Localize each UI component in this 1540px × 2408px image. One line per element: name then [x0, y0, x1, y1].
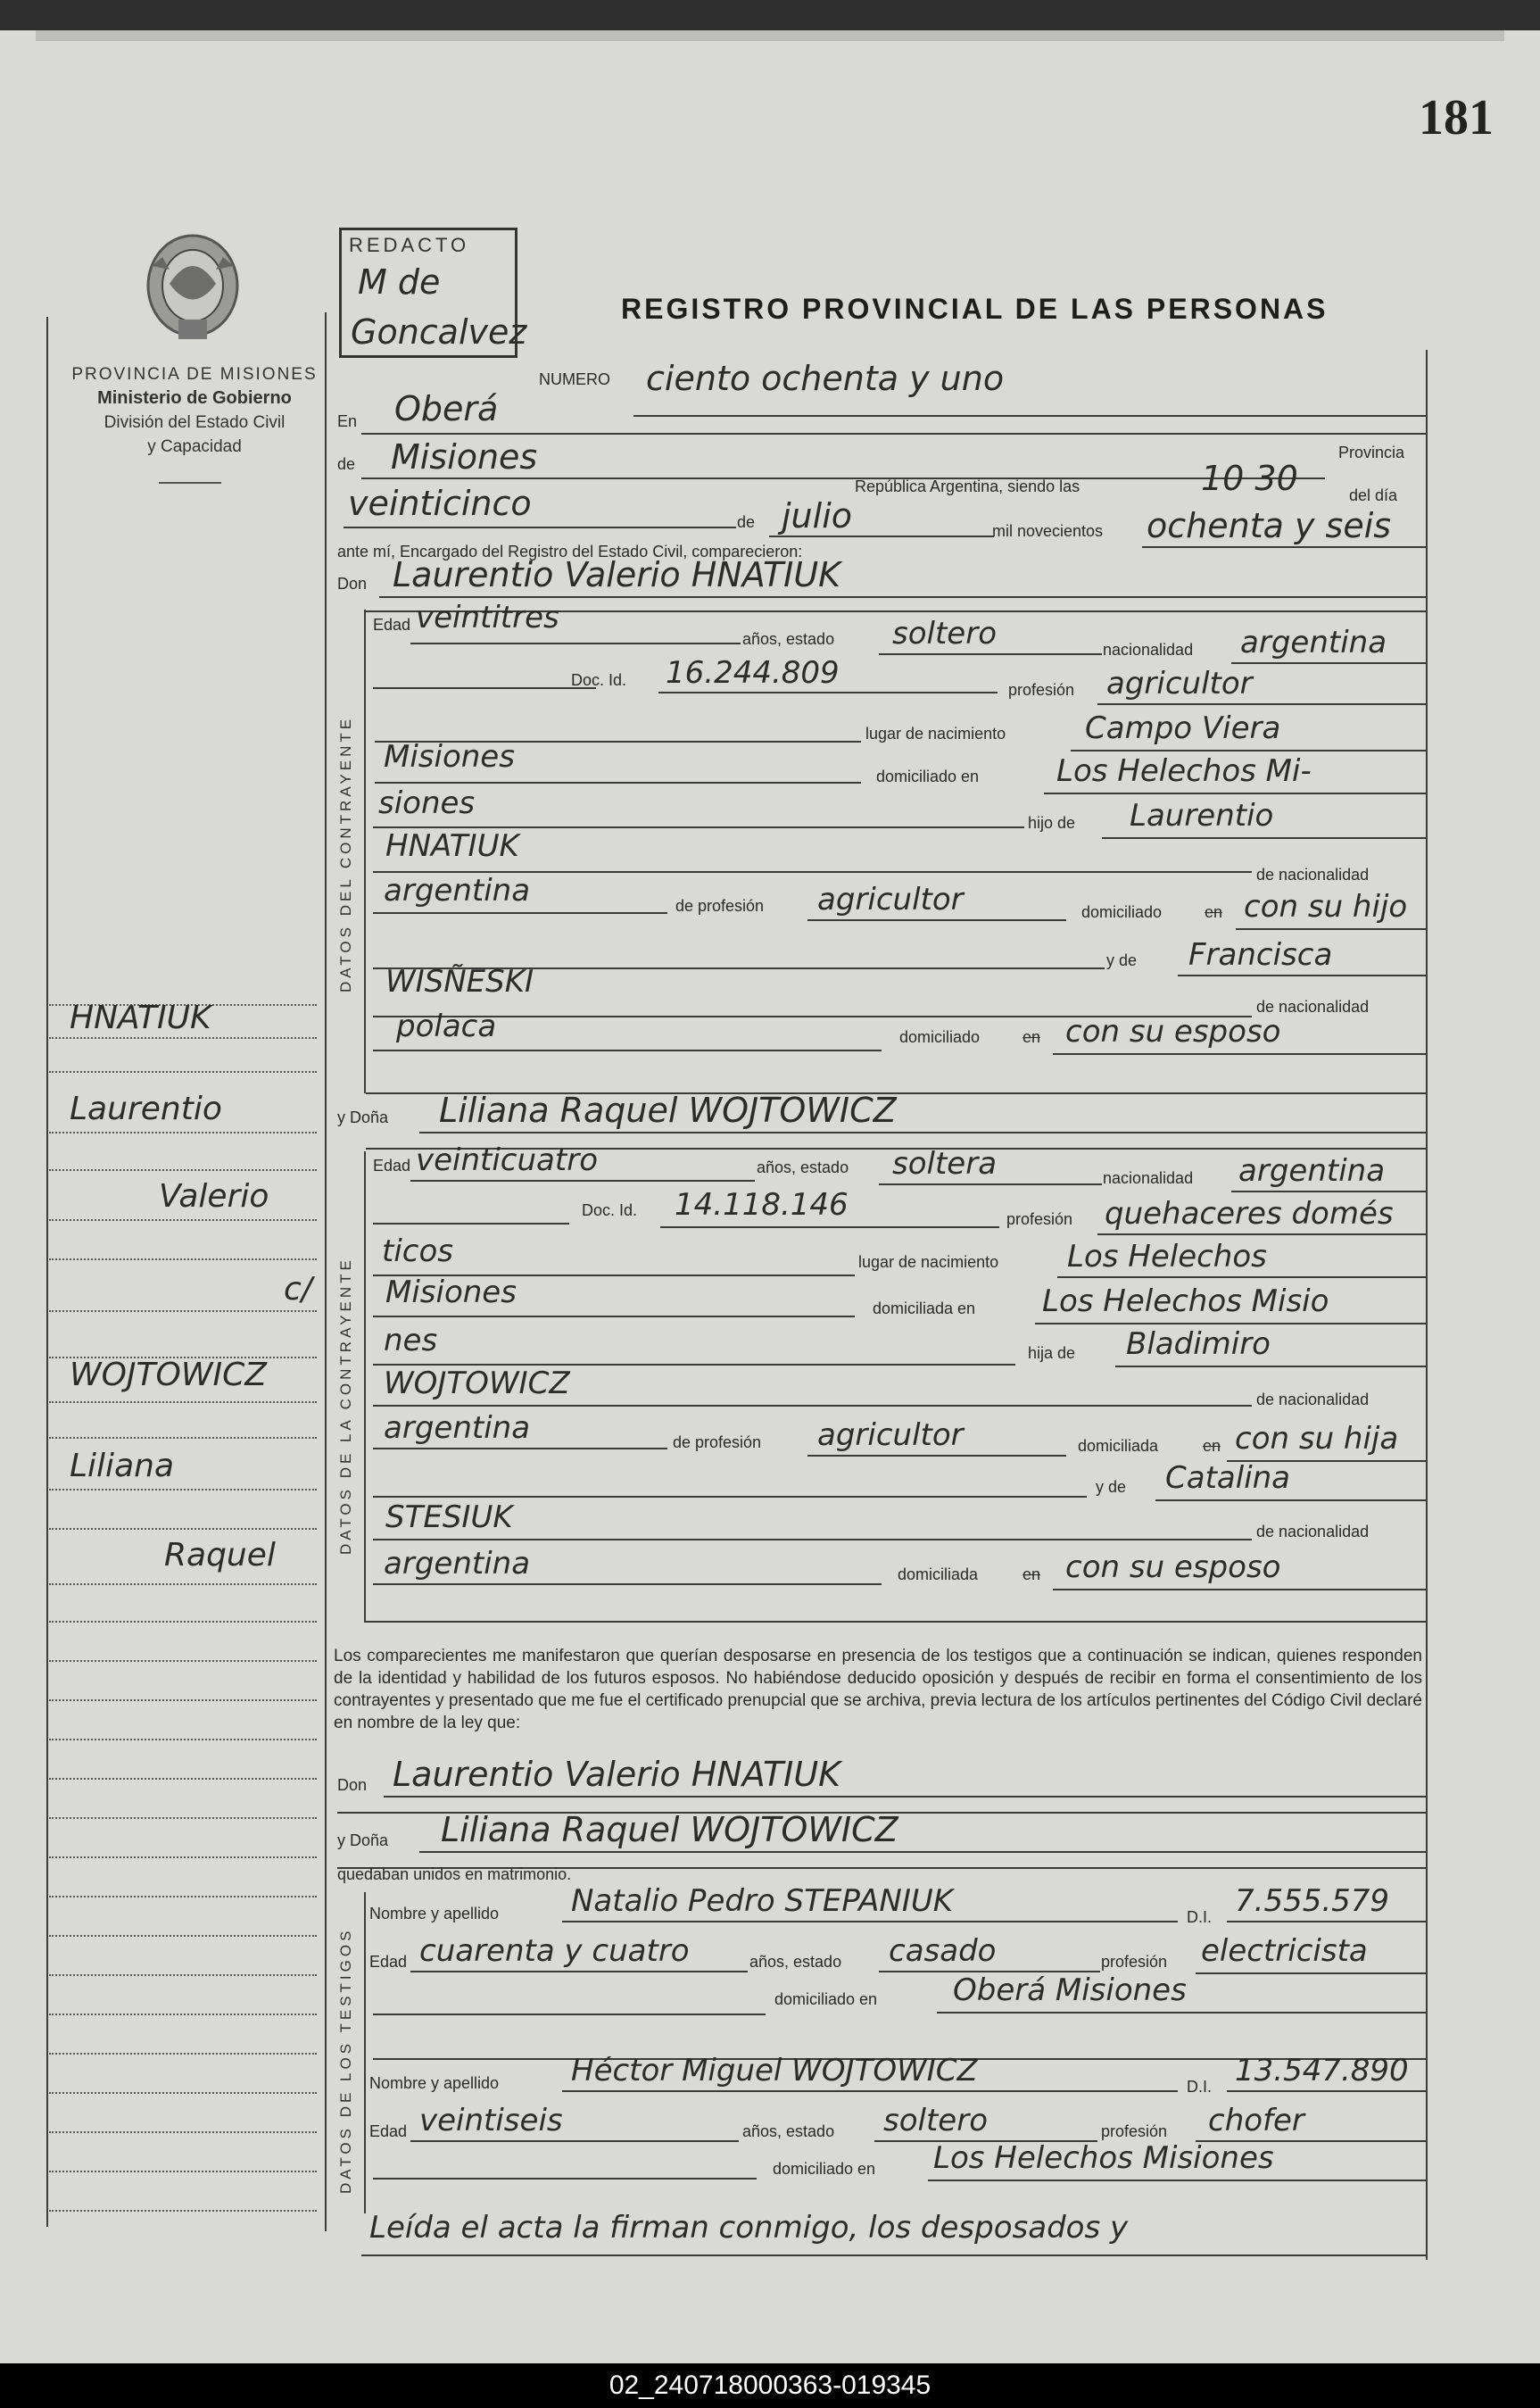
coat-of-arms-seal — [143, 230, 243, 346]
line — [1097, 703, 1426, 705]
t1-nombre: Natalio Pedro STEPANIUK — [571, 1883, 954, 1919]
line — [1053, 1053, 1426, 1055]
c1-nacionalidad: argentina — [1240, 625, 1387, 660]
numero-value: ciento ochenta y uno — [646, 359, 1005, 398]
anios-label-t1: años, estado — [749, 1953, 842, 1971]
t1-dom: Oberá Misiones — [953, 1972, 1187, 2008]
margin-line — [49, 1132, 317, 1133]
c2-estado: soltera — [892, 1146, 998, 1182]
document-title: REGISTRO PROVINCIAL DE LAS PERSONAS — [621, 293, 1329, 325]
c2-lugar-2: Misiones — [385, 1275, 517, 1310]
nacionalidad-label: nacionalidad — [1103, 641, 1194, 659]
margin-surname-2: WOJTOWICZ — [70, 1357, 267, 1393]
section-label-contrayente: DATOS DEL CONTRAYENTE — [337, 715, 354, 992]
c1-madre-apellido: WISÑESKI — [385, 964, 534, 1000]
hijo-de-label: hijo de — [1028, 814, 1076, 832]
section-bracket-2 — [364, 1151, 366, 1623]
line — [384, 1796, 1426, 1798]
domiciliado-label: domiciliado — [1081, 903, 1163, 921]
line — [375, 782, 861, 784]
t1-edad: cuarenta y cuatro — [419, 1933, 690, 1969]
en-label: En — [337, 412, 358, 430]
margin-line — [49, 2092, 317, 2094]
t1-profesion: electricista — [1201, 1933, 1368, 1969]
don-label: Don — [337, 575, 368, 593]
t1-di: 7.555.579 — [1235, 1883, 1390, 1919]
margin-name-1: Laurentio — [70, 1091, 222, 1127]
domiciliada-label: domiciliada — [1078, 1437, 1159, 1455]
c1-padre-dom: con su hijo — [1244, 889, 1408, 925]
mes-value: julio — [782, 496, 853, 536]
de2-label: de — [737, 513, 756, 531]
authority-underline — [159, 482, 221, 484]
margin-line — [49, 1778, 317, 1780]
margin-line — [49, 1489, 317, 1490]
line — [373, 1583, 882, 1585]
line — [1178, 975, 1426, 976]
margin-line — [49, 2210, 317, 2212]
line — [562, 2090, 1178, 2092]
line — [373, 1448, 667, 1449]
numero-label: NUMERO — [539, 370, 610, 388]
unidos-text: quedaban unidos en matrimonio. — [337, 1865, 572, 1883]
line — [1231, 662, 1426, 664]
line — [410, 2140, 739, 2142]
dom-label-t1: domiciliado en — [774, 1990, 878, 2008]
nombre-label-2: Nombre y apellido — [369, 2074, 500, 2092]
margin-line — [49, 1437, 317, 1439]
c1-domicilio-2: siones — [378, 785, 476, 821]
line — [379, 596, 1426, 598]
t2-estado: soltero — [883, 2103, 988, 2138]
profesion-label-t2: profesión — [1101, 2122, 1168, 2140]
scan-id-footer: 02_240718000363-019345 — [0, 2363, 1540, 2408]
c1-madre: Francisca — [1188, 937, 1333, 973]
y-de-label: y de — [1106, 951, 1138, 969]
issuing-authority: PROVINCIA DE MISIONES Ministerio de Gobierno División del Estado Civil y Capacidad — [71, 365, 318, 456]
c2-madre-apellido: STESIUK — [385, 1499, 513, 1535]
c1-lugar-2: Misiones — [384, 739, 515, 775]
dona-label: y Doña — [337, 1109, 389, 1126]
c2-profesion: quehaceres domés — [1105, 1196, 1394, 1232]
margin-line — [49, 1817, 317, 1819]
t2-profesion: chofer — [1208, 2103, 1304, 2138]
c2-edad: veinticuatro — [416, 1142, 598, 1178]
struck-en: en — [1205, 903, 1223, 921]
don-value: Laurentio Valerio HNATIUK — [393, 555, 841, 594]
line — [1236, 928, 1426, 930]
line — [1057, 1276, 1426, 1278]
de-nacionalidad-label-3: de nacionalidad — [1256, 1391, 1370, 1408]
edad-label-2: Edad — [373, 1157, 411, 1175]
c2-padre-dom: con su hija — [1235, 1421, 1399, 1457]
de-profesion-label: de profesión — [675, 897, 765, 915]
margin-name-3: Liliana — [70, 1448, 174, 1484]
domiciliada-en-label: domiciliada en — [873, 1299, 976, 1317]
c1-doc: 16.244.809 — [666, 655, 840, 691]
c2-padre-prof: agricultor — [817, 1417, 964, 1453]
dona-label-2: y Doña — [337, 1831, 389, 1849]
edad-label: Edad — [373, 616, 411, 634]
line — [1044, 793, 1426, 794]
anios-label-t2: años, estado — [742, 2122, 835, 2140]
edad-label-t2: Edad — [369, 2122, 408, 2140]
edad-label-t1: Edad — [369, 1953, 408, 1971]
right-margin-rule — [1426, 350, 1428, 2260]
t2-edad: veintiseis — [419, 2103, 563, 2138]
margin-con: c/ — [284, 1271, 312, 1308]
hija-de-label: hija de — [1028, 1344, 1076, 1362]
de-nacionalidad-label-4: de nacionalidad — [1256, 1523, 1370, 1540]
c2-madre: Catalina — [1165, 1460, 1291, 1496]
ante-mi-text: ante mí, Encargado del Registro del Estado Civil, comparecieron: — [337, 543, 803, 560]
nacionalidad-label-2: nacionalidad — [1103, 1169, 1194, 1187]
line — [1231, 1191, 1426, 1192]
c2-profesion-2: ticos — [382, 1233, 453, 1269]
c2-padre: Bladimiro — [1126, 1326, 1271, 1362]
line — [1035, 1323, 1426, 1324]
section-bracket-1 — [364, 610, 366, 1093]
c1-padre: Laurentio — [1130, 798, 1274, 834]
line — [366, 1621, 1426, 1623]
t2-dom: Los Helechos Misiones — [933, 2140, 1274, 2176]
section-bracket-3 — [364, 1892, 366, 2213]
margin-name-4: Raquel — [164, 1537, 276, 1574]
profesion-label-t1: profesión — [1101, 1953, 1168, 1971]
c2-domicilio: Los Helechos Misio — [1042, 1283, 1329, 1319]
line — [344, 527, 736, 528]
line — [1071, 750, 1426, 751]
section-label-testigos: DATOS DE LOS TESTIGOS — [337, 1927, 354, 2194]
line — [937, 2012, 1426, 2014]
don-label-2: Don — [337, 1776, 368, 1794]
struck-en-2: en — [1023, 1028, 1041, 1046]
line — [373, 1405, 1252, 1407]
line — [361, 477, 1325, 479]
section-label-contrayente-f: DATOS DE LA CONTRAYENTE — [337, 1257, 354, 1555]
c1-estado: soltero — [892, 616, 997, 652]
line — [361, 433, 1426, 435]
margin-line — [49, 1219, 317, 1221]
line — [361, 2254, 1426, 2256]
del-dia-label: del día — [1349, 486, 1398, 504]
t2-di: 13.547.890 — [1235, 2053, 1409, 2088]
redacto-stamp: REDACTO M de Goncalvez — [339, 228, 517, 358]
line — [879, 653, 1102, 655]
margin-line — [49, 1169, 317, 1171]
margin-line — [49, 1310, 317, 1312]
margin-line — [49, 2131, 317, 2133]
margin-line — [49, 1071, 317, 1073]
t2-nombre: Héctor Miguel WOJTOWICZ — [571, 2053, 978, 2088]
mil-novecientos-label: mil novecientos — [992, 522, 1104, 540]
line — [410, 1180, 755, 1182]
de-nacionalidad-label-2: de nacionalidad — [1256, 998, 1370, 1016]
line — [633, 415, 1426, 417]
margin-line — [49, 1856, 317, 1858]
decl-dona-value: Liliana Raquel WOJTOWICZ — [441, 1810, 898, 1849]
line — [373, 2178, 757, 2180]
anio-value: ochenta y seis — [1147, 506, 1392, 545]
c1-domicilio: Los Helechos Mi- — [1056, 753, 1312, 789]
line — [419, 1132, 1426, 1133]
line — [1196, 1972, 1426, 1974]
anios-label: años, estado — [742, 630, 835, 648]
c1-madre-nac: polaca — [396, 1009, 497, 1044]
c2-padre-apellido: WOJTOWICZ — [384, 1366, 570, 1401]
profesion-label-2: profesión — [1006, 1210, 1073, 1228]
line — [373, 1316, 855, 1317]
margin-line — [49, 1660, 317, 1662]
line — [1102, 837, 1426, 839]
line — [1053, 1589, 1426, 1590]
margin-line — [49, 1739, 317, 1740]
lugar-label-2: lugar de nacimiento — [858, 1253, 999, 1271]
di-label: D.I. — [1187, 1908, 1213, 1926]
scan-top-edge — [0, 0, 1540, 30]
page-number: 181 — [1419, 90, 1494, 145]
t1-estado: casado — [889, 1933, 997, 1969]
left-margin-rule — [46, 317, 48, 2227]
margin-line — [49, 1935, 317, 1937]
line — [373, 687, 596, 689]
c1-edad: veintitres — [416, 600, 559, 635]
margin-line — [49, 1699, 317, 1701]
line — [879, 1183, 1102, 1185]
line — [769, 536, 994, 537]
profesion-label: profesión — [1008, 681, 1075, 699]
line — [660, 1226, 999, 1228]
c2-lugar: Los Helechos — [1067, 1239, 1267, 1275]
anios-label-2: años, estado — [757, 1158, 849, 1176]
hora-value: 10 30 — [1201, 459, 1298, 498]
line — [807, 919, 1066, 921]
c2-domicilio-2: nes — [384, 1323, 438, 1358]
margin-line — [49, 1037, 317, 1039]
margin-line — [49, 1896, 317, 1897]
margin-line — [49, 1258, 317, 1260]
de-label: de — [337, 455, 356, 473]
line — [1115, 1366, 1426, 1367]
c2-madre-nac: argentina — [384, 1546, 531, 1582]
doc-label: Doc. Id. — [571, 671, 627, 689]
domiciliado-en-label: domiciliado en — [876, 768, 980, 785]
nombre-label: Nombre y apellido — [369, 1905, 500, 1922]
line — [373, 912, 667, 914]
y-de-label-2: y de — [1096, 1478, 1127, 1496]
di-label-2: D.I. — [1187, 2078, 1213, 2096]
dona-value: Liliana Raquel WOJTOWICZ — [439, 1091, 897, 1130]
c2-madre-dom: con su esposo — [1065, 1549, 1281, 1585]
c2-doc: 14.118.146 — [675, 1187, 849, 1223]
line — [373, 1050, 882, 1051]
line — [373, 1496, 1087, 1498]
line — [419, 1851, 1426, 1853]
margin-line — [49, 2171, 317, 2172]
struck-en-3: en — [1203, 1437, 1221, 1455]
provincia-label: Provincia — [1338, 444, 1405, 461]
margin-line — [49, 1401, 317, 1403]
line — [410, 643, 741, 644]
struck-en-4: en — [1023, 1565, 1041, 1583]
margin-line — [49, 1974, 317, 1976]
previous-page-edge — [36, 30, 1504, 41]
provincia-value: Misiones — [391, 437, 538, 477]
margin-line — [49, 1528, 317, 1530]
c1-lugar: Campo Viera — [1085, 710, 1281, 746]
line — [1227, 2090, 1426, 2092]
margin-line — [49, 1583, 317, 1585]
closing-statement: Leída el acta la firman conmigo, los desposados y — [369, 2210, 1129, 2246]
decl-don-value: Laurentio Valerio HNATIUK — [393, 1755, 841, 1794]
center-margin-rule — [325, 312, 327, 2231]
line — [1142, 546, 1426, 548]
line — [373, 2014, 766, 2015]
line — [1155, 1499, 1426, 1501]
domiciliado-label-2: domiciliado — [899, 1028, 981, 1046]
doc-label-2: Doc. Id. — [582, 1201, 638, 1219]
line — [928, 2180, 1426, 2181]
de-profesion-label-2: de profesión — [673, 1433, 762, 1451]
c1-padre-apellido: HNATIUK — [385, 828, 519, 864]
c1-padre-prof: agricultor — [817, 882, 964, 918]
c1-profesion: agricultor — [1106, 666, 1253, 702]
line — [410, 1971, 748, 1972]
c2-padre-nac: argentina — [384, 1410, 531, 1446]
line — [1227, 1921, 1426, 1922]
dom-label-t2: domiciliado en — [773, 2160, 876, 2178]
declaration-paragraph: Los comparecientes me manifestaron que querían desposarse en presencia de los testigos que a continuación se indican, quienes responden de la identidad y habilidad de los futuros esposos. No habiéndose deducido oposición y después de recibir en forma el consentimiento de los contrayentes y presentado que me fue el certificado prenupcial que se archiva, previa lectura de los artículos pertinentes del Código Civil declaré en nombre de la ley que: — [334, 1647, 1422, 1732]
line — [807, 1455, 1066, 1457]
republica-label: República Argentina, siendo las — [855, 477, 1080, 495]
margin-surname: HNATIUK — [70, 1000, 211, 1036]
line — [373, 1539, 1252, 1540]
line — [373, 1223, 569, 1225]
c2-nacionalidad: argentina — [1238, 1153, 1386, 1189]
margin-line — [49, 2014, 317, 2015]
margin-name-2: Valerio — [159, 1178, 269, 1215]
en-value: Oberá — [394, 389, 499, 428]
domiciliada-label-2: domiciliada — [898, 1565, 979, 1583]
margin-line — [49, 1621, 317, 1623]
line — [658, 692, 998, 693]
line — [1097, 1233, 1426, 1235]
margin-line — [49, 2053, 317, 2055]
line — [562, 1921, 1178, 1922]
c1-padre-nac: argentina — [384, 873, 531, 909]
dia-value: veinticinco — [348, 484, 532, 523]
de-nacionalidad-label: de nacionalidad — [1256, 866, 1370, 884]
c1-madre-dom: con su esposo — [1065, 1014, 1281, 1050]
lugar-label: lugar de nacimiento — [865, 725, 1006, 743]
